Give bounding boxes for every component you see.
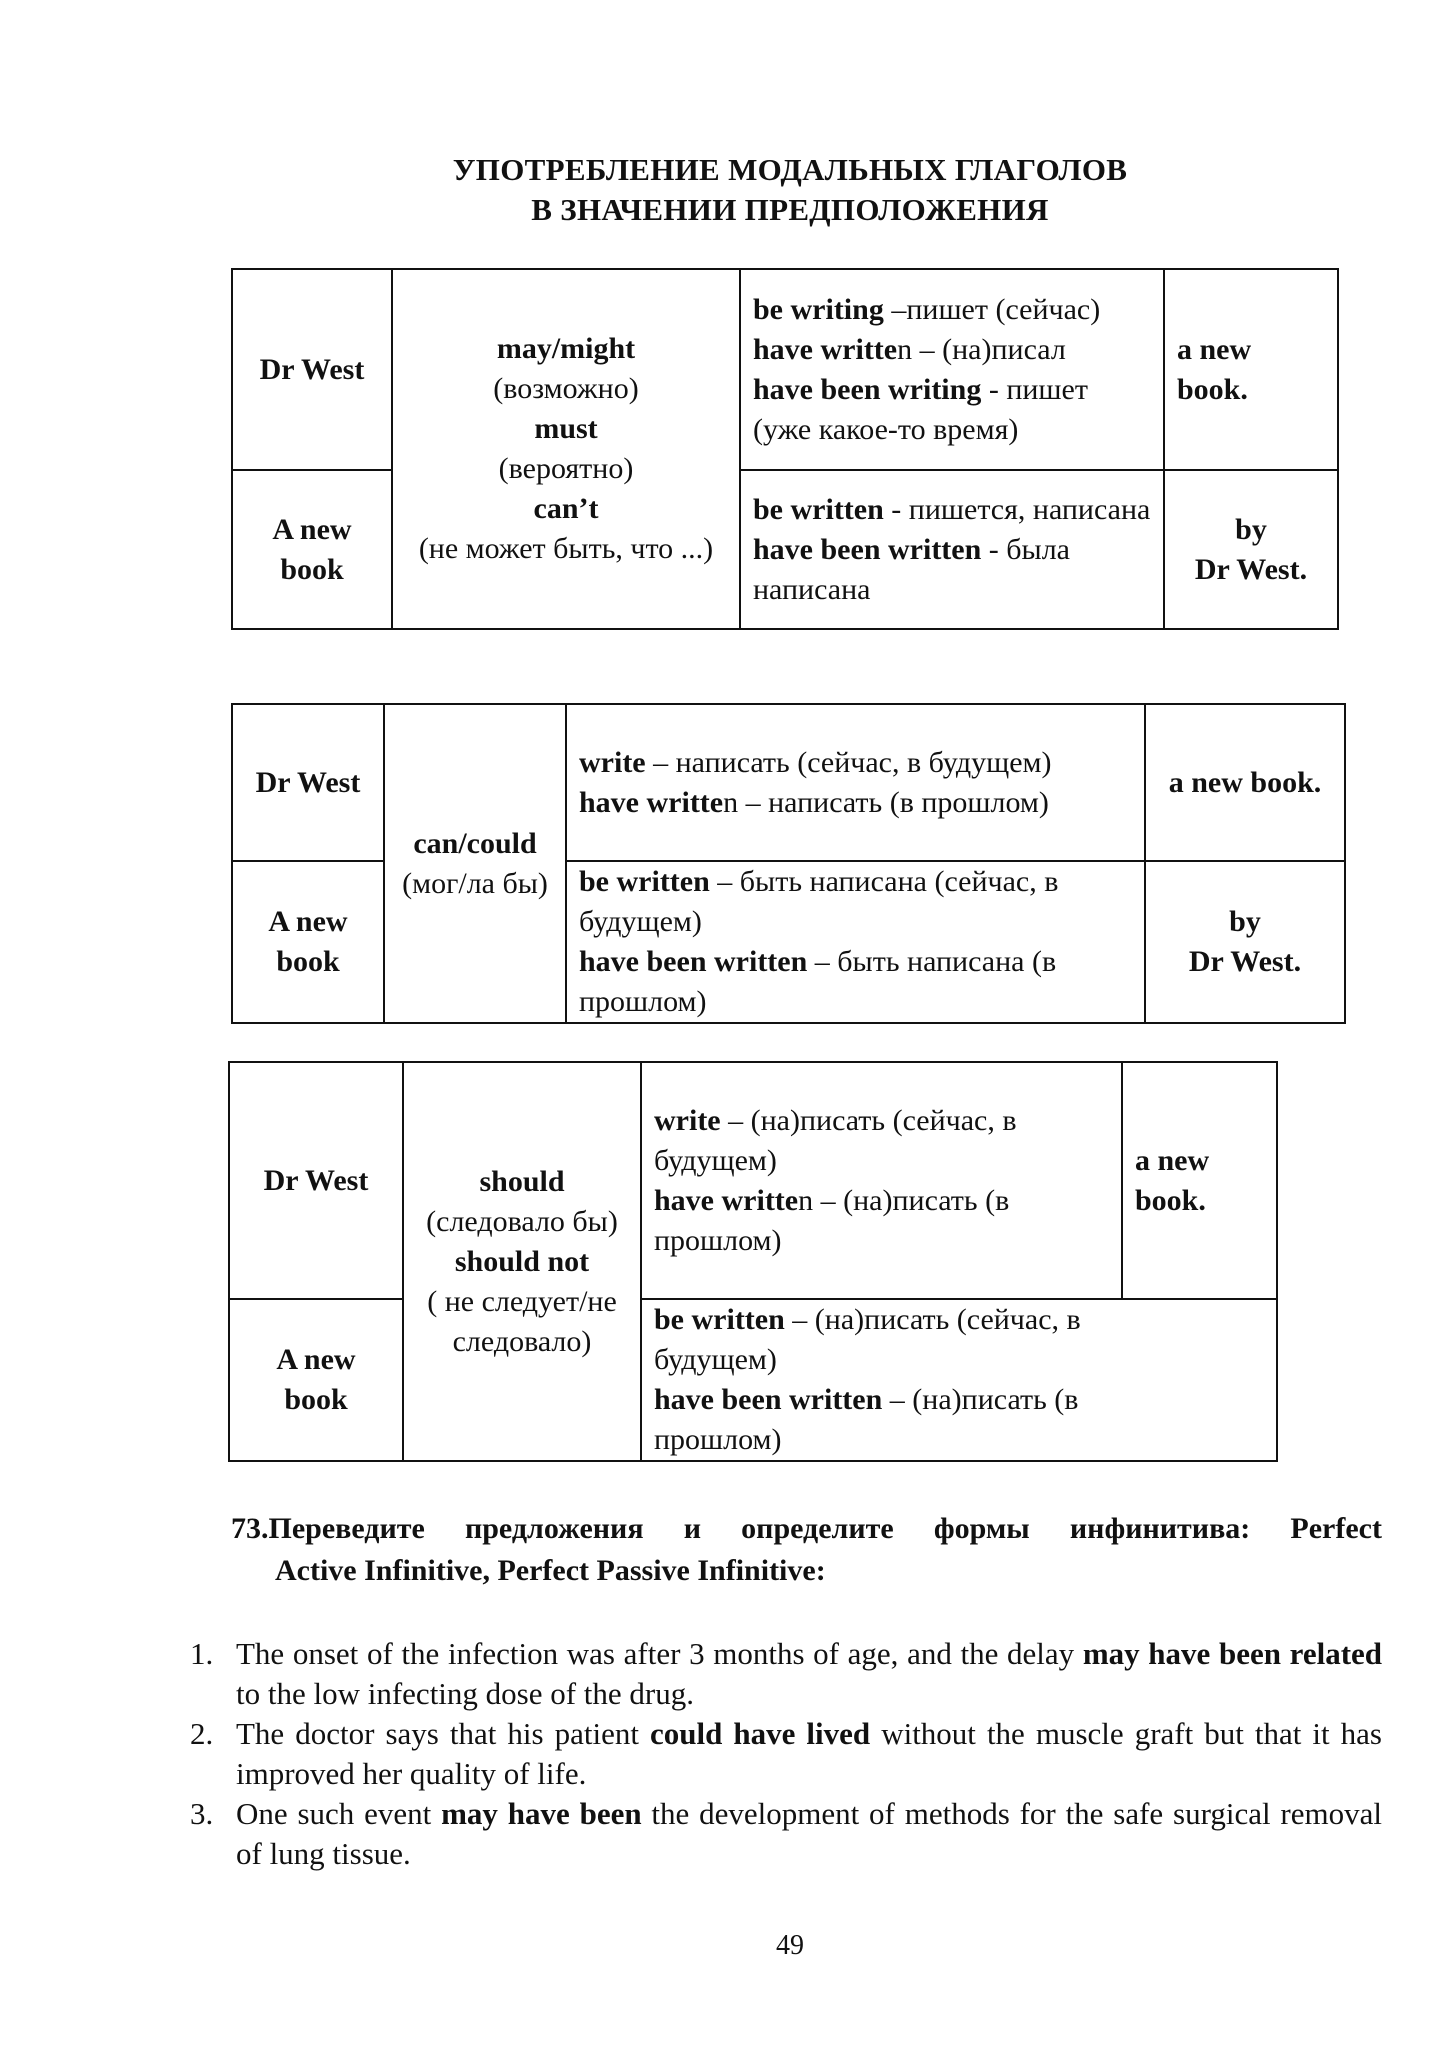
modal-cant: can’t [533,492,599,525]
passive-form-row [654,1380,1109,1460]
form-label: have writte [753,332,898,366]
object: a new book. [1168,765,1322,799]
form-label: write [654,1103,721,1137]
form-meaning: –пишет (сейчас) [883,292,1101,326]
agent-line-1: by [1235,512,1267,546]
agent-line-2: Dr West. [1188,945,1302,978]
active-forms-cell [641,1062,1122,1299]
modal-table-can-could [231,703,1346,1024]
modal-cant-meaning: (не может быть, что ...) [418,532,714,565]
agent-cell [1145,861,1345,1023]
subject-active-cell [232,269,392,470]
active-form-row [654,1101,1109,1181]
passive-form-row [579,942,1132,1022]
form-label: have been written [753,532,982,566]
subject-passive-line-1: A new [276,1343,356,1376]
modal-cell [384,704,566,1023]
passive-form-row [753,490,1151,530]
active-forms-cell [740,269,1164,470]
item-text: The onset of the infection was after 3 months of age, and the delay [236,1636,1083,1671]
form-label: be writing [753,292,884,326]
modal-should-meaning: (следовало бы) [426,1204,618,1238]
passive-forms-cell [641,1299,1277,1461]
form-meaning: – (на)писать (в прошлом) [654,1383,1079,1456]
form-meaning: - пишется, написана [883,492,1151,526]
modal-must-meaning: (вероятно) [498,452,634,485]
subject-passive-cell [232,470,392,629]
form-label: write [579,745,646,779]
agent-line-1: by [1229,905,1261,938]
active-form-row [753,290,1151,330]
passive-form-row [579,862,1132,942]
exercise-heading [231,1508,1382,1592]
title-line-2: В ЗНАЧЕНИИ ПРЕДПОЛОЖЕНИЯ [531,192,1049,227]
object-cell [1122,1062,1277,1299]
object-line-1: a new [1177,332,1252,366]
modal-table-should [228,1061,1278,1462]
active-form-row [654,1181,1109,1261]
agent-cell [1164,470,1338,629]
active-form-row [753,370,1151,450]
object-line-2: book. [1135,1183,1206,1217]
modal-cell [403,1062,641,1461]
form-meaning: n – написать (в прошлом) [723,785,1049,819]
item-text: without the muscle graft but that it has improved her quality of life. [236,1716,1382,1791]
passive-forms-block [654,1300,1109,1460]
modal-should: should [479,1164,565,1198]
modal-can-could-meaning: (мог/ла бы) [402,866,548,900]
agent-line-2: Dr West. [1194,552,1308,586]
item-highlight: may have been related [1082,1636,1383,1671]
form-meaning: - пишет (уже какое-то время) [753,372,1088,446]
form-label: be written [654,1303,785,1336]
list-item [190,1714,1382,1794]
item-highlight: may have been [441,1796,642,1831]
active-form-row [579,743,1132,783]
page-title [0,150,1450,230]
object-line-1: a new [1135,1143,1210,1177]
subject-passive-cell [229,1299,403,1461]
list-item [190,1634,1382,1714]
form-label: have been writing [753,372,982,406]
item-number: 2. [190,1716,214,1751]
title-line-1: УПОТРЕБЛЕНИЕ МОДАЛЬНЫХ ГЛАГОЛОВ [452,152,1128,187]
item-text: The doctor says that his patient [236,1716,650,1751]
passive-form-row [654,1300,1109,1380]
object-cell [1145,704,1345,861]
modal-should-not-meaning: ( не следует/не следовало) [427,1284,617,1358]
modal-may-might: may/might [496,332,636,365]
modal-must: must [534,412,598,445]
form-meaning: – (на)писать (сейчас, в будущем) [654,1303,1081,1376]
form-meaning: n – (на)писал [897,332,1066,366]
object-line-2: book. [1177,372,1248,406]
exercise-heading-line-2: Active Infinitive, Perfect Passive Infinitive: [275,1554,826,1587]
item-text: One such event [236,1796,442,1831]
subject-active: Dr West [263,1163,369,1197]
item-text: to the low infecting dose of the drug. [236,1676,695,1711]
item-highlight: could have lived [650,1716,871,1751]
list-item [190,1794,1382,1874]
modal-may-might-meaning: (возможно) [493,372,639,405]
item-text: the development of methods for the safe surgical removal of lung tissue. [236,1796,1382,1871]
modal-cell [392,269,740,629]
exercise-heading-line-1: 73.Переведите предложения и определите формы инфинитива: Perfect [231,1512,1382,1545]
form-meaning: – (на)писать (сейчас, в будущем) [654,1103,1017,1177]
form-label: be written [753,492,884,526]
modal-can-could: can/could [413,826,537,860]
subject-passive-line-1: A new [272,512,352,546]
passive-form-row [753,530,1151,610]
active-forms-cell [566,704,1145,861]
form-meaning: n – (на)писать (в прошлом) [654,1183,1010,1257]
active-form-row [579,783,1132,823]
form-label: have writte [654,1183,799,1217]
form-meaning: – быть написана (в прошлом) [579,945,1057,1018]
subject-active-cell [232,704,384,861]
form-meaning: – написать (сейчас, в будущем) [645,745,1052,779]
subject-active-cell [229,1062,403,1299]
subject-passive-line-1: A new [268,905,348,938]
subject-active: Dr West [255,765,361,799]
form-label: be written [579,865,710,898]
exercise-sentences [190,1634,1382,1874]
subject-passive-line-2: book [276,945,340,978]
subject-active: Dr West [259,352,365,386]
object-cell [1164,269,1338,470]
item-number: 1. [190,1636,214,1671]
modal-should-not: should not [454,1244,590,1278]
subject-passive-line-2: book [284,1383,348,1416]
form-label: have writte [579,785,724,819]
passive-forms-cell [566,861,1145,1023]
form-meaning: - была написана [753,532,1070,606]
modal-table-may-must-cant [231,268,1339,630]
form-meaning: – быть написана (сейчас, в будущем) [579,865,1059,938]
active-form-row [753,330,1151,370]
page-number: 49 [776,1930,804,1961]
subject-passive-cell [232,861,384,1023]
item-number: 3. [190,1796,214,1831]
subject-passive-line-2: book [280,552,344,586]
passive-forms-cell [740,470,1164,629]
form-label: have been written [579,945,808,978]
form-label: have been written [654,1383,883,1416]
